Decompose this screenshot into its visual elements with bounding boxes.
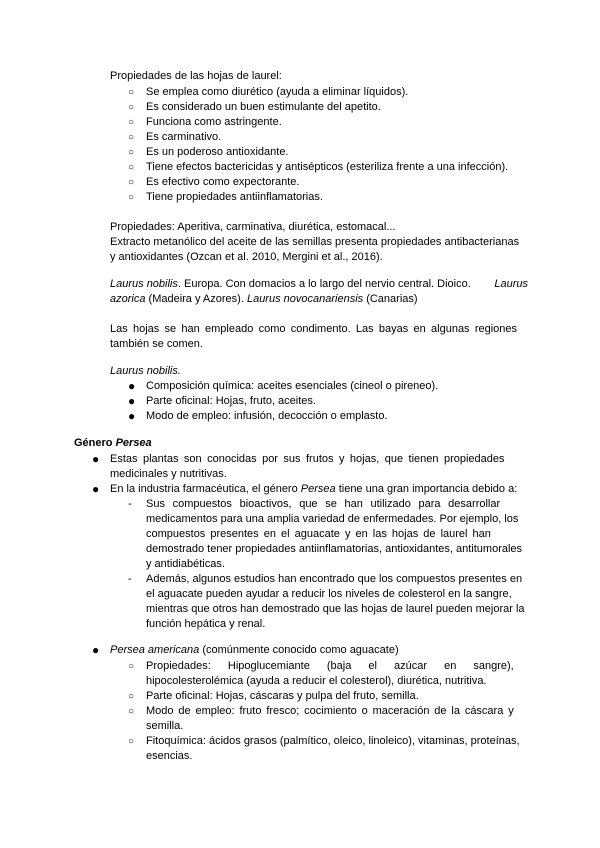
list-item: Composición química: aceites esenciales (cineol o pireneo). — [146, 380, 439, 392]
list-item: Funciona como astringente. — [146, 116, 282, 128]
species-name: Laurus novocanariensis — [246, 293, 364, 305]
genus-name: Persea — [300, 483, 336, 495]
persea-text: Estas plantas son conocidas por sus frutos y hojas, que tienen propiedades — [110, 453, 505, 465]
extract-line-2: y antioxidantes (Ozcan et al. 2010, Mergini et al., 2016). — [110, 251, 383, 263]
laurus-species-line-2 — [110, 292, 418, 307]
extract-text: Extracto metanólico del aceite de las semillas presenta propiedades antibacterianas — [110, 236, 520, 248]
extract-line-1 — [110, 235, 528, 250]
dash-2-line: función hepática y renal. — [146, 618, 266, 630]
list-item: Es carminativo. — [146, 131, 222, 143]
list-item: Modo de empleo: infusión, decocción o emplasto. — [146, 410, 388, 422]
bullet-icon: ● — [92, 452, 100, 466]
dash-1-line — [146, 527, 528, 542]
americana-phyto-line-2: esencias. — [146, 750, 193, 762]
circle-bullet-icon: ○ — [128, 736, 135, 747]
dash-bullet-icon: - — [128, 498, 132, 510]
persea-bullet-2 — [110, 482, 517, 497]
list-item: Es considerado un buen estimulante del apetito. — [146, 101, 381, 113]
list-item: Tiene propiedades antiinflamatorias. — [146, 191, 323, 203]
persea-bullet-1-line-1 — [110, 452, 528, 467]
dash-1-text: medicamentos para una amplia variedad de enfermedades. Por ejemplo, los — [146, 513, 519, 525]
dash-1-text: compuestos presentes en el aguacate y en las hojas de laurel han — [146, 528, 491, 540]
list-item: Es un poderoso antioxidante. — [146, 146, 289, 158]
species-name: Laurus — [494, 278, 528, 290]
laurel-props-heading: Propiedades de las hojas de laurel: — [110, 70, 282, 82]
circle-bullet-icon: ○ — [128, 102, 135, 113]
species-description: . Europa. Con domacios a lo largo del nervio central. Dioico. — [177, 278, 471, 290]
laurus-nobilis-title: Laurus nobilis. — [110, 365, 181, 377]
dash-1-text: Sus compuestos bioactivos, que se han utilizado para desarrollar — [146, 498, 501, 510]
americana-text: Modo de empleo: fruto fresco; cocimiento o maceración de la cáscara y — [146, 705, 514, 717]
list-item: Parte oficinal: Hojas, fruto, aceites. — [146, 395, 316, 407]
list-item: Tiene efectos bactericidas y antisépticos (esteriliza frente a una infección). — [146, 161, 509, 173]
list-item: Es efectivo como expectorante. — [146, 176, 300, 188]
americana-props-line-2: hipocolesterolémica (ayuda a reducir el colesterol), diurética, nutritiva. — [146, 675, 487, 687]
dash-1-line: y antidiabéticas. — [146, 558, 225, 570]
dash-2-line: Además, algunos estudios han encontrado que los compuestos presentes en — [146, 573, 523, 585]
section-heading — [74, 436, 152, 451]
heading-genus: Persea — [115, 437, 152, 449]
persea-text: En la industria farmacéutica, el género — [110, 483, 301, 495]
circle-bullet-icon: ○ — [128, 147, 135, 158]
circle-bullet-icon: ○ — [128, 87, 135, 98]
americana-phyto-line-1: Fitoquímica: ácidos grasos (palmítico, oleico, linoleico), vitaminas, proteínas, — [146, 735, 520, 747]
dash-2-line: mientras que otros han demostrado que las hojas de laurel pueden mejorar la — [146, 603, 525, 615]
species-description: (Canarias) — [363, 293, 418, 305]
dash-1-line: demostrado tener propiedades antiinflamatorias, antioxidantes, antitumorales — [146, 543, 523, 555]
dash-2-line: el aguacate pueden ayudar a reducir los niveles de colesterol en la sangre, — [146, 588, 512, 600]
leaves-uses-text: Las hojas se han empleado como condimento. Las bayas en algunas regiones — [110, 323, 518, 335]
circle-bullet-icon: ○ — [128, 117, 135, 128]
species-name: Persea americana — [110, 644, 200, 656]
heading-prefix: Género — [74, 437, 116, 449]
common-name: (comúnmente conocido como aguacate) — [199, 644, 399, 656]
americana-mode-line-2: semilla. — [146, 720, 184, 732]
americana-text: Propiedades: Hipoglucemiante (baja el azúcar en sangre), — [146, 660, 514, 672]
list-item: Se emplea como diurético (ayuda a eliminar líquidos). — [146, 86, 409, 98]
leaves-uses-line-2: también se comen. — [110, 338, 203, 350]
persea-text: tiene una gran importancia debido a: — [335, 483, 518, 495]
circle-bullet-icon: ○ — [128, 132, 135, 143]
persea-bullet-1-line-2: medicinales y nutritivas. — [110, 468, 227, 480]
dash-bullet-icon: - — [128, 573, 132, 585]
species-description: (Madeira y Azores). — [145, 293, 247, 305]
bullet-icon: ● — [92, 482, 100, 496]
americana-mode-line-1 — [146, 704, 528, 719]
bullet-icon: ● — [92, 643, 100, 657]
circle-bullet-icon: ○ — [128, 661, 135, 672]
laurus-species-line-1 — [110, 277, 528, 292]
leaves-uses-line-1 — [110, 322, 528, 337]
bullet-icon: ● — [128, 409, 136, 423]
circle-bullet-icon: ○ — [128, 162, 135, 173]
circle-bullet-icon: ○ — [128, 177, 135, 188]
bullet-icon: ● — [128, 394, 136, 408]
laurus-species-text-1 — [110, 277, 471, 292]
americana-part: Parte oficinal: Hojas, cáscaras y pulpa del fruto, semilla. — [146, 690, 419, 702]
species-name: Laurus nobilis — [110, 278, 178, 290]
bullet-icon: ● — [128, 379, 136, 393]
americana-props-line-1 — [146, 659, 528, 674]
americana-heading — [110, 643, 399, 658]
dash-1-line — [146, 497, 528, 512]
circle-bullet-icon: ○ — [128, 706, 135, 717]
species-name: azorica — [110, 293, 146, 305]
dash-1-line — [146, 512, 528, 527]
properties-line: Propiedades: Aperitiva, carminativa, diurética, estomacal... — [110, 221, 396, 233]
circle-bullet-icon: ○ — [128, 691, 135, 702]
circle-bullet-icon: ○ — [128, 192, 135, 203]
